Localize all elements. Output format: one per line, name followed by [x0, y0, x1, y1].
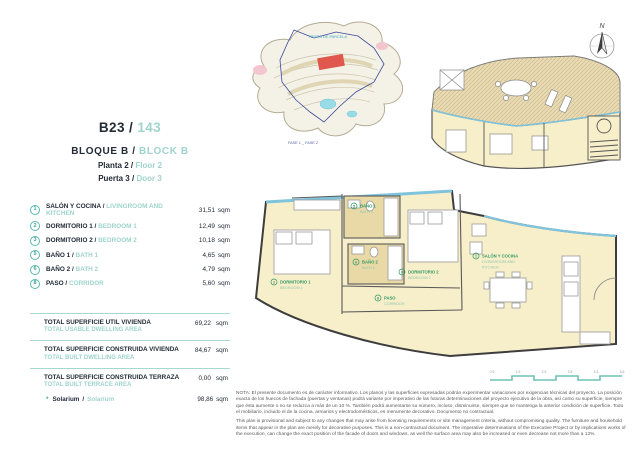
room-area: 12,49 [198, 222, 215, 230]
parcel-label: RESTO DE PARCELA [309, 35, 347, 39]
room-row: 5 BAÑO 1 / BATH 1 4,65 sqm [30, 250, 230, 260]
room-name-es: BAÑO 2 [46, 266, 71, 274]
totals-panel [30, 313, 230, 404]
svg-text:4,5: 4,5 [593, 370, 599, 374]
room-name-es: PASO [46, 280, 64, 288]
door-label: Puerta 3 / Door 3 [98, 174, 162, 183]
solarium-row: * Solarium / Solarium 98,86 sqm [46, 396, 228, 404]
room-name-es: BAÑO 1 [46, 251, 71, 259]
room-area: 4,65 [202, 251, 215, 259]
svg-text:CORRIDOR: CORRIDOR [384, 302, 405, 306]
room-number-badge: 2 [30, 221, 40, 231]
solarium-area: 98,86 [197, 396, 214, 404]
room-area-unit: sqm [217, 266, 230, 274]
pink-zone [253, 65, 267, 75]
unit-id: B23 [98, 120, 125, 135]
asterisk: * [46, 396, 49, 404]
room-area-unit: sqm [217, 222, 230, 230]
svg-text:BEDROOM 2: BEDROOM 2 [408, 276, 431, 280]
north-arrow [597, 32, 602, 54]
room-name-es: SALÓN Y COCINA [46, 203, 101, 210]
unit-info-panel [30, 120, 230, 403]
main-floor-plan [250, 186, 630, 374]
unit-title: B23 / 143 [98, 120, 162, 135]
room-row: 3 DORMITORIO 2 / BEDROOM 2 10,18 sqm [30, 236, 230, 246]
room-name-en: BEDROOM 1 [98, 222, 137, 230]
room-row: 1 SALÓN Y COCINA / LIVINGROOM AND KITCHEN 31,51 sqm [30, 203, 230, 217]
svg-text:3: 3 [401, 270, 403, 275]
svg-text:6: 6 [355, 260, 357, 265]
room-area-unit: sqm [217, 251, 230, 259]
svg-text:SALÓN Y COCINA: SALÓN Y COCINA [482, 253, 519, 259]
svg-text:DORMITORIO 1: DORMITORIO 1 [280, 279, 311, 285]
pink-zone [376, 42, 388, 50]
svg-text:BEDROOM 1: BEDROOM 1 [280, 286, 303, 290]
svg-text:LIVINGROOM AND: LIVINGROOM AND [482, 260, 516, 264]
svg-text:BAÑO 1: BAÑO 1 [360, 203, 376, 209]
room-name-es: DORMITORIO 2 [46, 237, 93, 245]
svg-text:BATH 2: BATH 2 [362, 266, 376, 270]
svg-text:DORMITORIO 2: DORMITORIO 2 [408, 269, 439, 275]
disclaimer-notes [236, 391, 628, 441]
svg-text:2: 2 [273, 280, 275, 285]
room-name-es: DORMITORIO 1 [46, 222, 93, 230]
room-number-badge: 8 [30, 279, 40, 289]
room-number-badge: 5 [30, 250, 40, 260]
total-usable-area: TOTAL SUPERFICIE UTIL VIVIENDA TOTAL USABLE DWELLING AREA 69,22 sqm [30, 313, 230, 341]
room-area: 10,18 [198, 237, 215, 245]
scale-bar [488, 369, 628, 384]
total-built-dwelling-area: TOTAL SUPERFICIE CONSTRUIDA VIVIENDA TOTAL BUILT DWELLING AREA 84,67 sqm [30, 340, 230, 368]
pool [347, 111, 357, 117]
key-plan-solarium [424, 54, 624, 186]
svg-text:5,5: 5,5 [619, 370, 625, 374]
svg-text:PASO: PASO [384, 295, 396, 301]
room-row: 6 BAÑO 2 / BATH 2 4,79 sqm [30, 265, 230, 275]
svg-text:BAÑO 2: BAÑO 2 [362, 259, 378, 265]
svg-text:BATH 1: BATH 1 [360, 210, 374, 214]
room-row: 8 PASO / CORRIDOR 5,60 sqm [30, 279, 230, 289]
room-area-unit: sqm [217, 237, 230, 245]
phase-label: FASE 1 _ FASE 2 [288, 141, 318, 145]
note-en: This plan is provisional and subject to any changes that may arise from licensing requirements or site management criteria, without compromising quality. The furniture and household items that appear in the plan are merely for decorative purposes. This is a non-contractual document. The imperative determinations of the Executive Project or by implications works of the execution, can change the exact position of the facade of doors and windows, as well the surface area may also be increased or even decrease not more than a 12%. [236, 419, 626, 438]
room-name-en: LIVINGROOM AND KITCHEN [46, 203, 163, 217]
north-label: N [599, 23, 605, 30]
svg-text:3,5: 3,5 [567, 370, 573, 374]
room-area: 4,79 [202, 266, 215, 274]
room-name-en: BATH 2 [75, 266, 99, 274]
room-row: 2 DORMITORIO 1 / BEDROOM 1 12,49 sqm [30, 221, 230, 231]
total-value: 69,22 [194, 319, 211, 327]
svg-text:KITCHEN: KITCHEN [482, 265, 499, 270]
svg-text:5: 5 [353, 204, 355, 209]
room-area-unit: sqm [217, 280, 230, 288]
site-plan [236, 8, 418, 150]
room-name-en: BEDROOM 2 [98, 237, 137, 245]
room-area: 5,60 [202, 280, 215, 288]
room-name-en: BATH 1 [75, 251, 99, 259]
floor-label: Planta 2 / Floor 2 [97, 161, 163, 170]
svg-text:1,5: 1,5 [515, 370, 521, 374]
total-built-terrace-area: TOTAL SUPERFICIE CONSTRUIDA TERRAZA TOTAL BUILT TERRACE AREA 0,00 sqm [30, 368, 230, 396]
svg-text:2,5: 2,5 [541, 370, 547, 374]
svg-text:0,5: 0,5 [489, 370, 495, 374]
unit-code: 143 [137, 120, 162, 135]
room-name-en: CORRIDOR [68, 280, 104, 288]
scale-tick-labels [490, 370, 625, 374]
room-number-badge: 1 [30, 205, 40, 215]
pool [320, 99, 336, 109]
note-es: NOTA: El presente documento es de carácter informativo. Los planos y las superficies expresadas podrán experimentar variaciones por exigencias técnicas del proyecto. La posición exacta de los huecos de fachada (puertas y ventanas) podrá variarse por imperativo de las futuras determinaciones del proyecto ejecutivo de la obra, así como su superficie, siempre que ésta aumente o no se reduzca a más de un 10 %. También podrá aumentarse su número, incluso, disminuirse, siempre que se mantenga la anterior condición de superficie. Todo el mobiliario, incluido el de la cocina, armarios y electrodomésticos, es meramente decorativo. Documento no contractual. [236, 391, 624, 416]
svg-text:1: 1 [475, 254, 477, 259]
room-area-unit: sqm [217, 206, 230, 214]
room-list [30, 203, 230, 289]
total-value: 0,00 [198, 374, 211, 382]
svg-text:8: 8 [377, 296, 379, 301]
room-area: 31,51 [198, 206, 215, 214]
total-value: 84,67 [194, 347, 211, 355]
room-number-badge: 3 [30, 236, 40, 246]
room-number-badge: 6 [30, 265, 40, 275]
block-title: BLOQUE B / BLOCK B [71, 146, 189, 157]
